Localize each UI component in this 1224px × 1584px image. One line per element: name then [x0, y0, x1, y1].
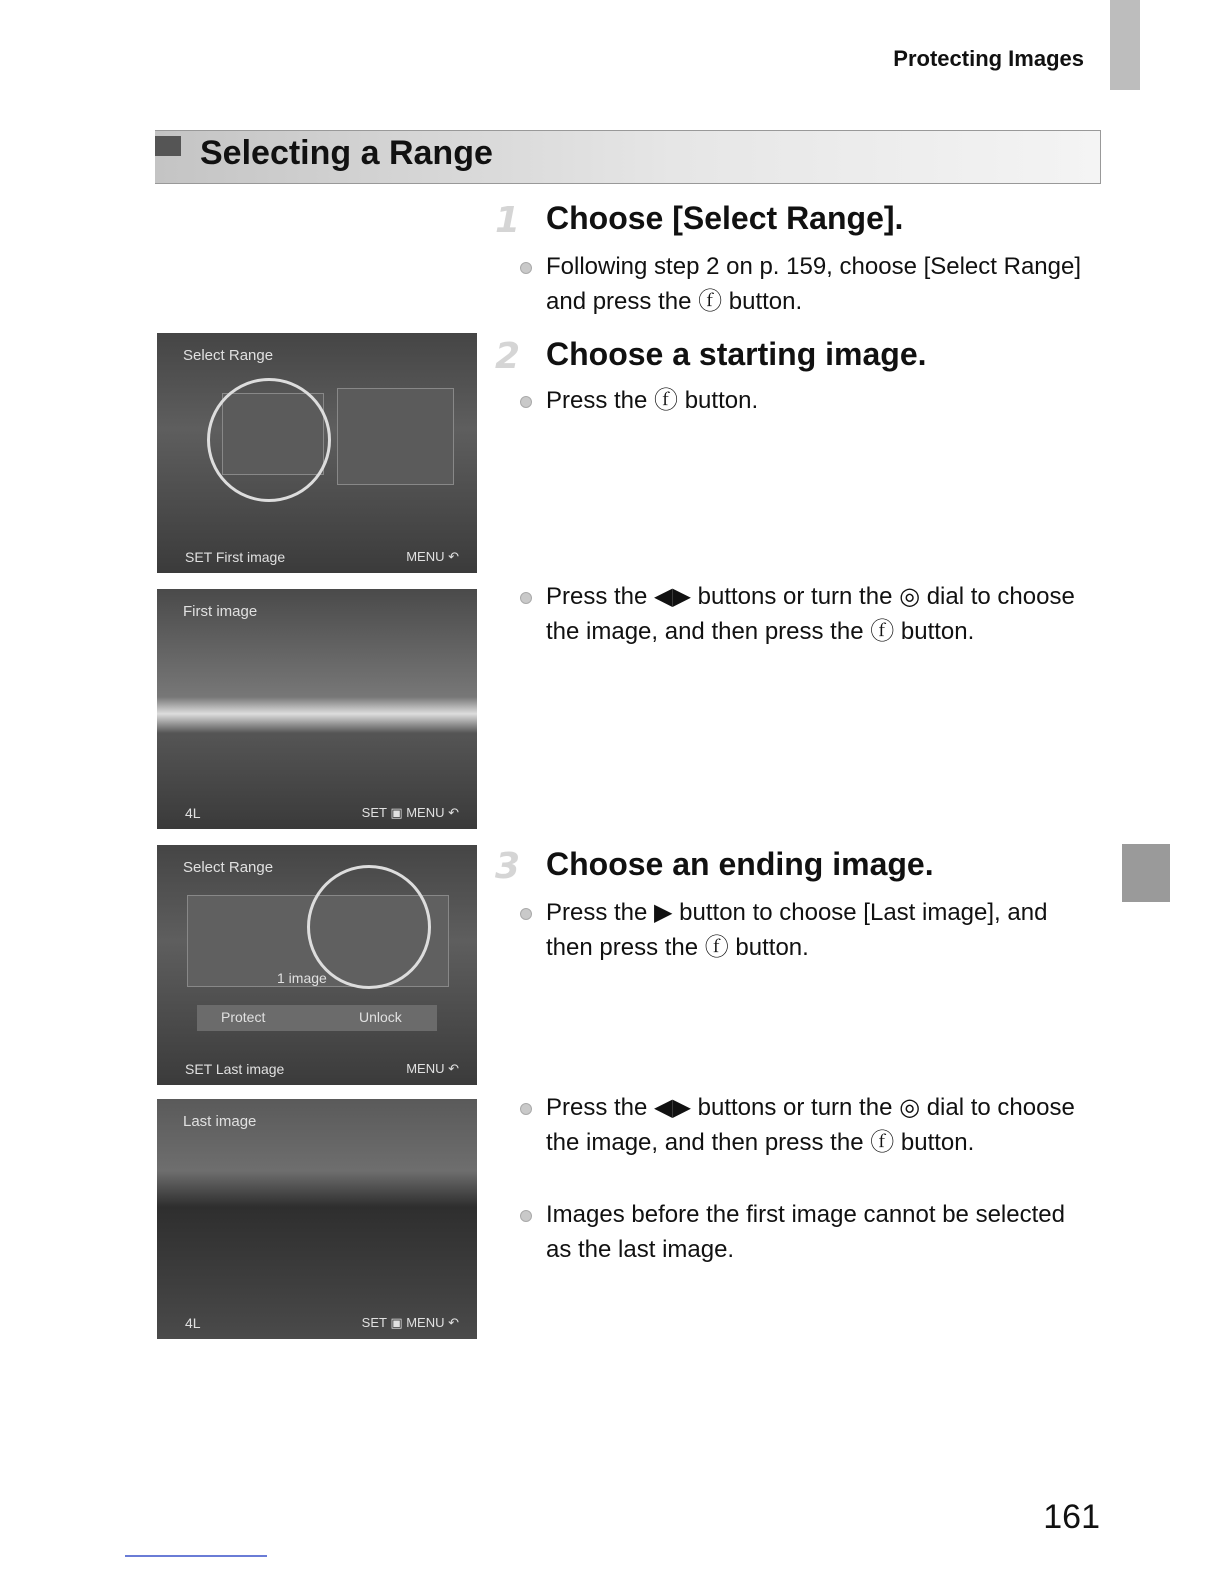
screen-label: Select Range	[183, 347, 274, 364]
step-1-number: 1	[495, 200, 521, 241]
protect-option: Protect	[221, 1009, 266, 1025]
step-1-text: Following step 2 on p. 159, choose [Select Range] and press the ⓕ button.	[546, 253, 1082, 315]
screen-menu-hint: MENU ↶	[406, 1061, 459, 1076]
step-2-text-1: Press the ⓕ button.	[546, 387, 759, 414]
chapter-side-tab	[1110, 0, 1140, 90]
footer-rule	[125, 1555, 267, 1557]
bullet-icon	[520, 262, 532, 274]
screen-label: Last image	[183, 1113, 257, 1130]
screen-label: First image	[183, 603, 258, 620]
step-3-text-3: Images before the first image cannot be selected as the last image.	[546, 1201, 1065, 1263]
step-2-title: Choose a starting image.	[546, 336, 927, 372]
bullet-icon	[520, 1210, 532, 1222]
screen-menu-hint: SET ▣ MENU ↶	[361, 1315, 459, 1330]
bullet-icon	[520, 396, 532, 408]
screen-footer: 4L	[185, 805, 201, 821]
image-count: 1 image	[277, 970, 327, 986]
page-number: 161	[1043, 1498, 1100, 1536]
step-3-number: 3	[495, 846, 521, 887]
unlock-option: Unlock	[359, 1009, 402, 1025]
screen-menu-hint: SET ▣ MENU ↶	[361, 805, 459, 820]
screen-footer: SET First image	[185, 549, 286, 565]
camera-screen-select-range-last	[157, 845, 477, 1085]
step-3-title: Choose an ending image.	[546, 846, 934, 882]
section-title: Selecting a Range	[200, 134, 493, 172]
step-3-text-2: Press the ◀▶ buttons or turn the ◎ dial to choose the image, and then press the ⓕ button.	[546, 1094, 1075, 1156]
bullet-icon	[520, 908, 532, 920]
step-3-text-1: Press the ▶ button to choose [Last image], and then press the ⓕ button.	[546, 899, 1048, 961]
section-flag-icon	[155, 136, 181, 156]
running-header: Protecting Images	[893, 46, 1084, 71]
screen-footer: 4L	[185, 1315, 201, 1331]
camera-screen-first-image	[157, 589, 477, 829]
screen-footer: SET Last image	[185, 1061, 285, 1077]
camera-screen-last-image	[157, 1099, 477, 1339]
screen-menu-hint: MENU ↶	[406, 549, 459, 564]
selection-ring	[207, 378, 331, 502]
step-2-number: 2	[495, 336, 521, 377]
step-2-text-2: Press the ◀▶ buttons or turn the ◎ dial to choose the image, and then press the ⓕ button.	[546, 583, 1075, 645]
bullet-icon	[520, 592, 532, 604]
camera-screen-select-range	[157, 333, 477, 573]
chapter-thumb-tab	[1122, 844, 1170, 902]
thumbnail	[337, 388, 454, 485]
screen-label: Select Range	[183, 859, 274, 876]
step-1-title: Choose [Select Range].	[546, 200, 904, 236]
bullet-icon	[520, 1103, 532, 1115]
